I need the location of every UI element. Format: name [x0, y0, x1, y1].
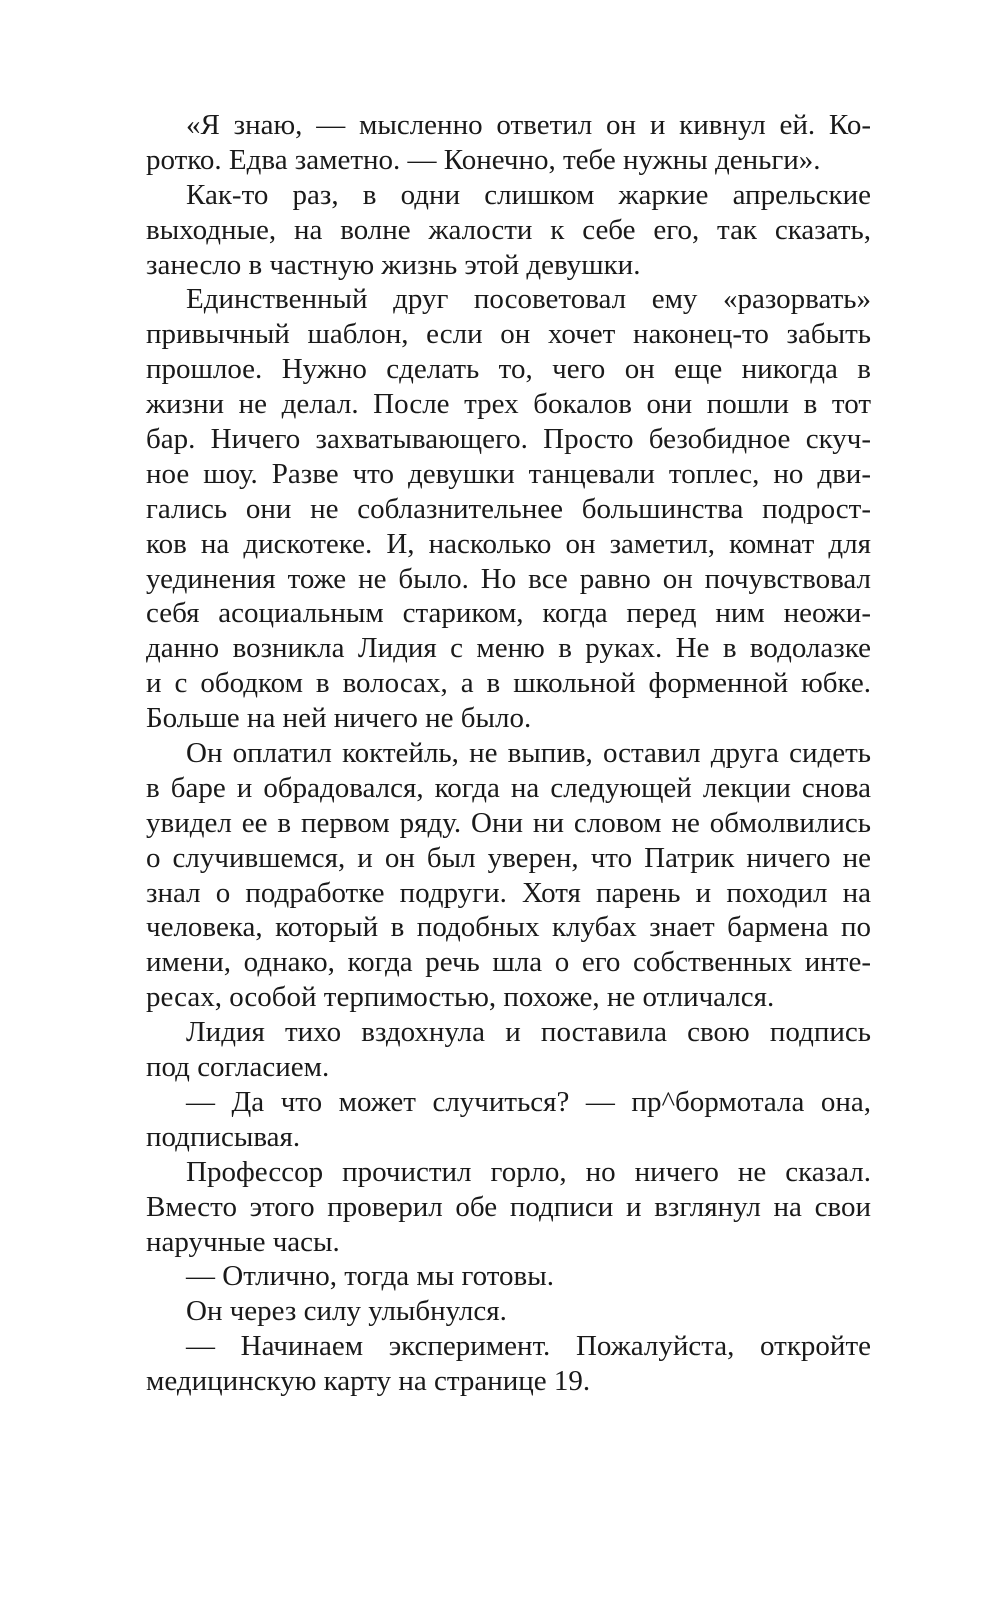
text-line: человека, который в подобных клубах знает бармена по: [146, 911, 871, 944]
paragraph: [146, 108, 871, 178]
paragraph: [146, 1329, 871, 1399]
text-line: Лидия тихо вздохнула и поставила свою подпись: [186, 1016, 871, 1049]
text-line: привычный шаблон, если он хочет наконец-то забыть: [146, 318, 871, 351]
text-line: под согласием.: [146, 1051, 330, 1084]
text-line: медицинскую карту на странице 19.: [146, 1365, 591, 1398]
paragraph: [146, 1085, 871, 1155]
text-line: Единственный друг посоветовал ему «разорвать»: [186, 283, 871, 316]
paragraph: [146, 736, 871, 1015]
text-line: ротко. Едва заметно. — Конечно, тебе нужны деньги».: [146, 143, 821, 176]
text-line: гались они не соблазнительнее большинства подрост-: [146, 492, 871, 525]
paragraph: [146, 282, 871, 736]
text-line: в баре и обрадовался, когда на следующей лекции снова: [146, 771, 871, 804]
text-line: Он оплатил коктейль, не выпив, оставил друга сидеть: [186, 737, 871, 770]
text-line: Он через силу улыбнулся.: [186, 1295, 507, 1328]
text-line: подписывая.: [146, 1120, 301, 1153]
text-line: выходные, на волне жалости к себе его, так сказать,: [146, 213, 871, 246]
text-line: жизни не делал. После трех бокалов они пошли в тот: [146, 388, 871, 421]
text-line: «Я знаю, — мысленно ответил он и кивнул ей. Ко-: [186, 109, 871, 141]
text-line: занесло в частную жизнь этой девушки.: [146, 248, 641, 281]
text-line: Больше на ней ничего не было.: [146, 702, 532, 735]
text-line: Как-то раз, в одни слишком жаркие апрельские: [186, 178, 871, 211]
text-line: прошлое. Нужно сделать то, чего он еще никогда в: [146, 353, 871, 386]
text-line: увидел ее в первом ряду. Они ни словом не обмолвились: [146, 806, 871, 839]
text-line: себя асоциальным стариком, когда перед ним неожи-: [146, 597, 871, 630]
text-line: Вместо этого проверил обе подписи и взглянул на свои: [146, 1190, 871, 1223]
paragraph: [146, 1294, 871, 1329]
text-line: о случившемся, и он был уверен, что Патрик ничего не: [146, 841, 871, 874]
paragraph: [146, 1259, 871, 1294]
text-line: ков на дискотеке. И, насколько он заметил, комнат для: [146, 527, 871, 560]
text-line: уединения тоже не было. Но все равно он почувствовал: [146, 562, 871, 595]
text-line: Профессор прочистил горло, но ничего не сказал.: [186, 1155, 871, 1188]
text-line: — Да что может случиться? — пр^бормотала она,: [186, 1085, 871, 1118]
text-line: знал о подработке подруги. Хотя парень и походил на: [146, 876, 871, 909]
text-line: ресах, особой терпимостью, похоже, не отличался.: [146, 981, 775, 1014]
text-line: — Отлично, тогда мы готовы.: [186, 1260, 554, 1293]
text-line: имени, однако, когда речь шла о его собственных инте-: [146, 946, 871, 979]
paragraph: [146, 1015, 871, 1085]
text-line: бар. Ничего захватывающего. Просто безобидное скуч-: [146, 423, 871, 456]
paragraph: [146, 1155, 871, 1260]
paragraph: [146, 178, 871, 283]
text-line: и с ободком в волосах, а в школьной форменной юбке.: [146, 667, 871, 700]
page-body: [146, 108, 871, 1399]
text-line: ное шоу. Разве что девушки танцевали топлес, но дви-: [146, 457, 871, 490]
text-line: наручные часы.: [146, 1225, 340, 1258]
text-line: данно возникла Лидия с меню в руках. Не в водолазке: [146, 632, 871, 665]
text-line: — Начинаем эксперимент. Пожалуйста, откройте: [186, 1330, 871, 1363]
